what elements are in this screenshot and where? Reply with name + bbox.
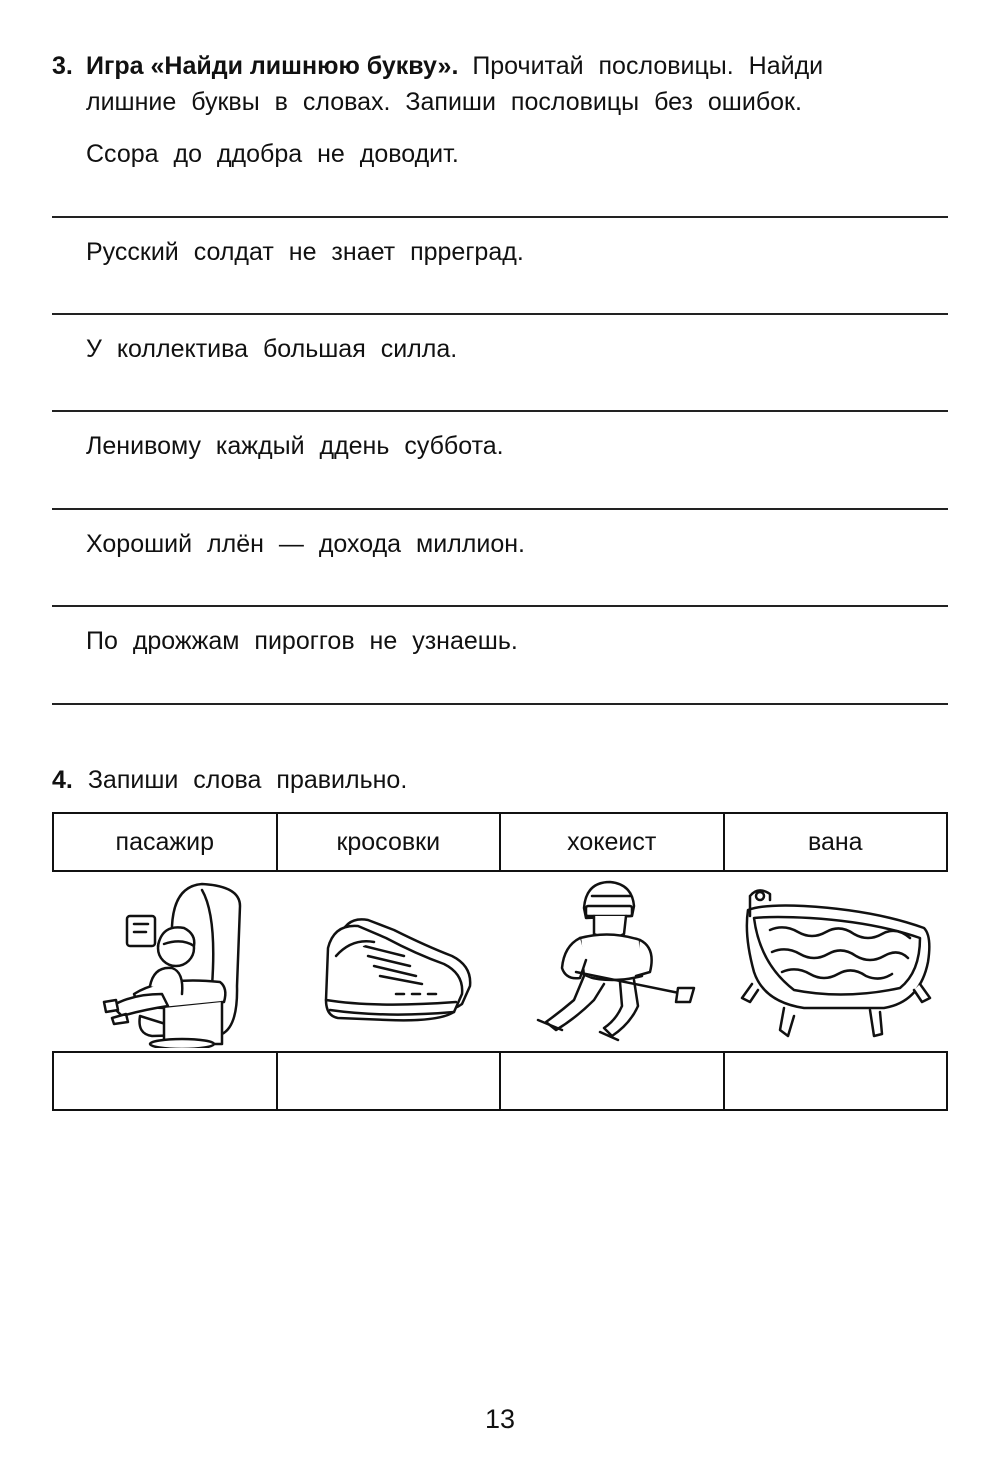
passenger-icon <box>52 876 276 1048</box>
word-cell-3: хокеист <box>501 814 725 870</box>
task-4-instruction: Запиши слова правильно. <box>87 766 408 794</box>
answer-line-5[interactable] <box>52 605 948 607</box>
misspelled-words-table <box>52 812 948 872</box>
proverb-2: Русский солдат не знает прреград. <box>86 238 524 266</box>
answer-cell-1[interactable] <box>54 1053 278 1109</box>
task-3-header <box>52 48 948 120</box>
answer-table <box>52 1051 948 1111</box>
word-cell-1: пасажир <box>54 814 278 870</box>
answer-cell-3[interactable] <box>501 1053 725 1109</box>
sneakers-icon <box>276 876 500 1048</box>
word-cell-4: вана <box>807 827 863 856</box>
answer-line-4[interactable] <box>52 508 948 510</box>
answer-line-3[interactable] <box>52 410 948 412</box>
answer-cell-2[interactable] <box>278 1053 502 1109</box>
answer-line-2[interactable] <box>52 313 948 315</box>
proverb-1: Ссора до ддобра не доводит. <box>86 140 459 168</box>
task-4-header <box>52 766 407 795</box>
word-cell-2: кросовки <box>278 814 502 870</box>
proverb-4: Ленивому каждый ддень суббота. <box>86 432 504 460</box>
proverb-6: По дрожжам пироггов не узнаешь. <box>86 627 518 655</box>
task-3-title: Игра «Найди лишнюю букву». <box>86 52 459 80</box>
proverb-3: У коллектива большая силла. <box>86 335 458 363</box>
task-4-number: 4. <box>52 766 73 794</box>
hockey-player-icon <box>500 876 724 1048</box>
bathtub-icon <box>724 876 948 1048</box>
proverb-5: Хороший ллён — дохода миллион. <box>86 530 525 558</box>
page-number: 13 <box>484 1404 516 1434</box>
answer-line-6[interactable] <box>52 703 948 705</box>
task-3-number: 3. <box>52 52 73 80</box>
answer-cell-4[interactable] <box>725 1053 947 1109</box>
task-3-instruction-line-2: лишние буквы в словах. Запиши пословицы без ошибок. <box>86 88 802 116</box>
task-3-instruction-line-1: Прочитай пословицы. Найди <box>472 52 824 80</box>
answer-line-1[interactable] <box>52 216 948 218</box>
